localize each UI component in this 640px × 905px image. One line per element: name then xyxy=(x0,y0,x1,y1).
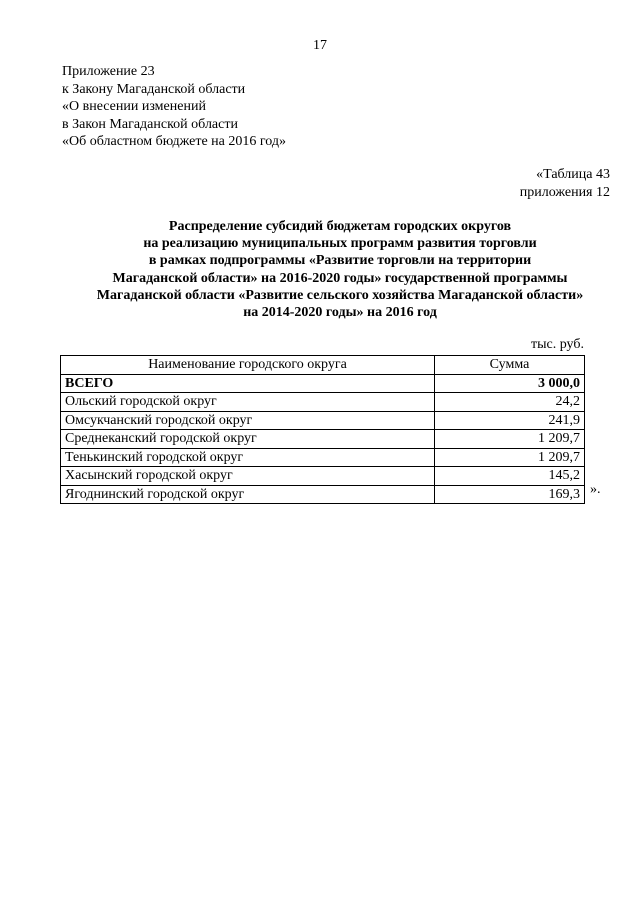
total-label: ВСЕГО xyxy=(61,374,435,393)
district-name: Тенькинский городской округ xyxy=(61,448,435,467)
total-row xyxy=(61,374,585,393)
table-reference xyxy=(520,166,610,201)
closing-quote-mark: ». xyxy=(590,482,601,497)
district-name: Ольский городской округ xyxy=(61,393,435,412)
district-sum: 241,9 xyxy=(435,411,585,430)
table-row xyxy=(61,485,585,504)
subsidy-table xyxy=(60,355,585,504)
table-reference-line: «Таблица 43 xyxy=(536,167,610,182)
header-sum: Сумма xyxy=(435,356,585,375)
page-number: 17 xyxy=(313,38,327,53)
district-sum: 169,3 xyxy=(435,485,585,504)
table-header-row xyxy=(61,356,585,375)
table-row xyxy=(61,411,585,430)
district-name: Ягоднинский городской округ xyxy=(61,485,435,504)
district-name: Среднеканский городской округ xyxy=(61,430,435,449)
unit-note: тыс. руб. xyxy=(531,337,584,352)
appendix-line: Приложение 23 xyxy=(62,64,155,79)
table-row xyxy=(61,448,585,467)
table-row xyxy=(61,467,585,486)
title-line: Магаданской области «Развитие сельского хозяйства Магаданской области» xyxy=(96,287,584,303)
district-sum: 145,2 xyxy=(435,467,585,486)
district-name: Хасынский городской округ xyxy=(61,467,435,486)
title-line: Распределение субсидий бюджетам городских округов xyxy=(168,219,512,234)
appendix-line: «О внесении изменений xyxy=(62,99,206,114)
district-sum: 24,2 xyxy=(435,393,585,412)
district-name: Омсукчанский городской округ xyxy=(61,411,435,430)
table-row xyxy=(61,393,585,412)
table-reference-line: приложения 12 xyxy=(519,184,610,200)
appendix-line: «Об областном бюджете на 2016 год» xyxy=(62,134,286,149)
header-name: Наименование городского округа xyxy=(61,356,435,375)
title-line: в рамках подпрограммы «Развитие торговли на территории xyxy=(148,253,532,269)
district-sum: 1 209,7 xyxy=(435,430,585,449)
appendix-line: к Закону Магаданской области xyxy=(62,81,246,97)
table-row xyxy=(61,430,585,449)
district-sum: 1 209,7 xyxy=(435,448,585,467)
document-title xyxy=(40,218,640,321)
appendix-block xyxy=(62,63,286,151)
title-line: на 2014-2020 годы» на 2016 год xyxy=(243,305,437,321)
title-line: Магаданской области» на 2016-2020 годы» государственной программы xyxy=(112,270,568,286)
total-sum: 3 000,0 xyxy=(435,374,585,393)
appendix-line: в Закон Магаданской области xyxy=(62,116,238,132)
title-line: на реализацию муниципальных программ развития торговли xyxy=(143,236,537,252)
